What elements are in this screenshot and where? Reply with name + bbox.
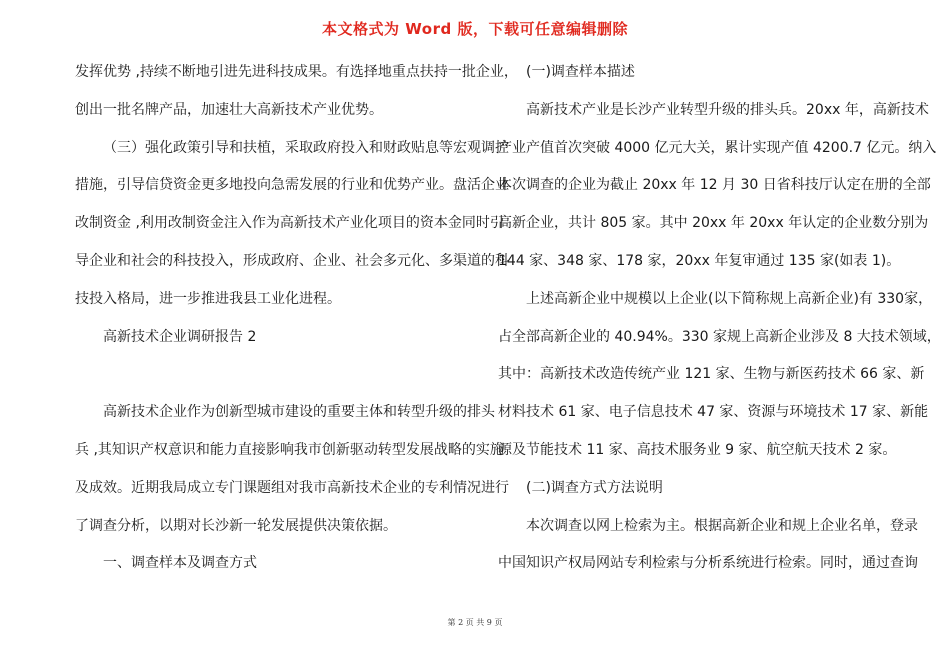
text-line: 及成效。近期我局成立专门课题组对我市高新技术企业的专利情况进行 xyxy=(75,479,509,496)
text-line: (一)调查样本描述 xyxy=(526,64,635,80)
text-line: 措施，引导信贷资金更多地投向急需发展的行业和优势产业。盘活企业 xyxy=(75,177,509,194)
text-line: 创出一批名牌产品，加速壮大高新技术产业优势。 xyxy=(75,101,383,118)
text-line: 了调查分析，以期对长沙新一轮发展提供决策依据。 xyxy=(75,517,397,534)
text-line: 一、调查样本及调查方式 xyxy=(103,555,257,572)
page-footer: 第 2 页 共 9 页 xyxy=(447,618,503,627)
text-line: (二)调查方式方法说明 xyxy=(526,479,663,496)
right-column xyxy=(498,62,941,591)
text-line: 材料技术 61 家、电子信息技术 47 家、资源与环境技术 17 家、新能 xyxy=(498,404,929,421)
text-line: 占全部高新企业的 40.94%。330 家规上高新企业涉及 8 大技术领域， xyxy=(498,328,941,345)
document-banner: 本文格式为 Word 版，下载可任意编辑删除 xyxy=(322,20,628,38)
text-line: 本次调查的企业为截止 20xx 年 12 月 30 日省科技厅认定在册的全部 xyxy=(498,177,931,194)
text-line: 高新企业，共计 805 家。其中 20xx 年 20xx 年认定的企业数分别为 xyxy=(498,215,929,232)
text-line: 本次调查以网上检索为主。根据高新企业和规上企业名单，登录 xyxy=(526,517,918,534)
text-line: （三）强化政策引导和扶植，采取政府投入和财政贴息等宏观调控 xyxy=(103,139,509,156)
text-line: 上述高新企业中规模以上企业(以下简称规上高新企业)有 330家， xyxy=(526,290,933,307)
text-line: 导企业和社会的科技投入，形成政府、企业、社会多元化、多渠道的科 xyxy=(75,252,509,269)
text-line: 高新技术产业是长沙产业转型升级的排头兵。20xx 年，高新技术 xyxy=(526,101,929,118)
text-line xyxy=(75,364,471,384)
text-line: 技投入格局，进一步推进我县工业化进程。 xyxy=(75,290,341,307)
text-line: 144 家、348 家、178 家，20xx 年复审通过 135 家(如表 1)。 xyxy=(498,252,901,269)
left-column xyxy=(75,62,518,591)
text-line: 高新技术企业调研报告 2 xyxy=(103,328,257,345)
text-line: 兵 ,其知识产权意识和能力直接影响我市创新驱动转型发展战略的实施 xyxy=(75,441,504,458)
text-line: 发挥优势 ,持续不断地引进先进科技成果。有选择地重点扶持一批企业， xyxy=(75,64,518,80)
text-line: 高新技术企业作为创新型城市建设的重要主体和转型升级的排头 xyxy=(103,404,495,421)
text-line: 中国知识产权局网站专利检索与分析系统进行检索。同时，通过查询 xyxy=(498,555,918,572)
text-line: 产业产值首次突破 4000 亿元大关，累计实现产值 4200.7 亿元。纳入 xyxy=(498,139,937,156)
text-line: 源及节能技术 11 家、高技术服务业 9 家、航空航天技术 2 家。 xyxy=(498,441,897,458)
text-line: 改制资金 ,利用改制资金注入作为高新技术产业化项目的资本金同时引 xyxy=(75,215,504,232)
text-line: 其中：高新技术改造传统产业 121 家、生物与新医药技术 66 家、新 xyxy=(498,366,925,383)
